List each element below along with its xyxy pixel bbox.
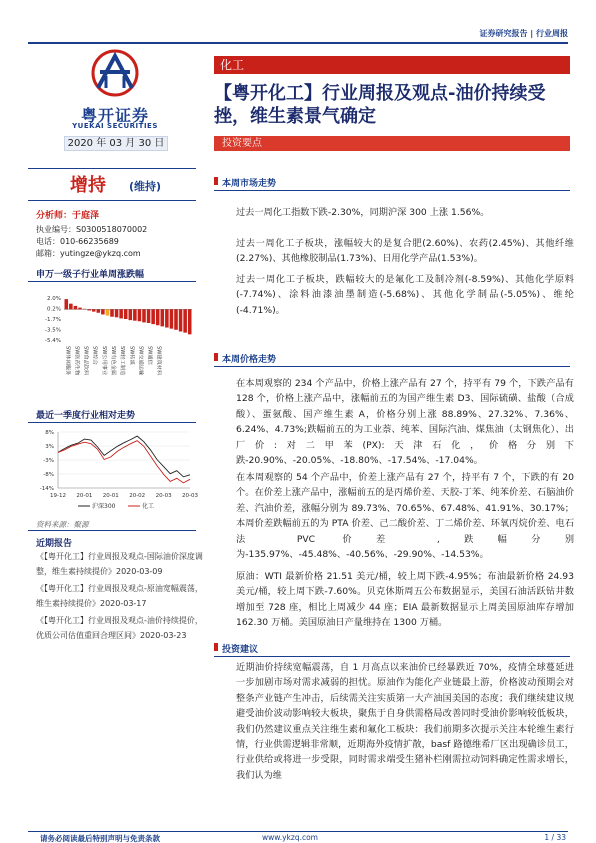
bar (183, 309, 187, 332)
bar (83, 309, 87, 310)
data-source: 资料来源：聚源 (36, 520, 89, 529)
rating-top-rule (28, 168, 196, 169)
line-y-tick: 8% (45, 430, 54, 436)
section-title-market: 本周市场走势 (222, 179, 277, 189)
analyst-email[interactable]: 邮箱：yutingze@ykzq.com (36, 249, 141, 258)
bar (161, 309, 165, 326)
bar (106, 309, 110, 315)
section-marker (214, 177, 218, 185)
analyst-license: 执业编号：S0300518070002 (36, 225, 148, 234)
series-line (58, 436, 190, 477)
bar (165, 309, 169, 327)
logo-name: 粤开证券 (80, 106, 149, 125)
bar (129, 309, 133, 320)
footer-website[interactable]: www.ykzq.com (262, 833, 318, 842)
legend-label: 沪深300 (92, 503, 116, 510)
price-paragraph-3: 原油：WTI 最新价格 21.51 美元/桶，较上周下跌-4.95%；布油最新价格 24.93 美元/桶，较上周下跌-7.60%。贝克休斯周五公布数据显示，美国石油活跃钻井数增加至 728 座，相比上周减少 44 座；EIA 最新数据显示上周美国原油库存增加 162.30 万桶。美国原油日产量维持在 1300 万桶。 (236, 571, 574, 629)
bar-y-tick: -5.4% (45, 338, 61, 344)
bar-x-tick: SW通信 (146, 346, 153, 365)
bar (69, 304, 73, 310)
bar (147, 309, 151, 323)
recent-report-item[interactable]: 《【粤开化工】行业周报及观点-国际油价深度调整，维生素持续提价》2020-03-09 (36, 552, 203, 576)
recent-reports-title: 近期报告 (36, 539, 73, 549)
bar (97, 309, 101, 312)
bar (87, 309, 91, 310)
bar (115, 309, 119, 317)
bar-x-tick: SW公用事业 (100, 346, 107, 376)
bar-x-tick: SW综合 (91, 346, 98, 365)
bar (142, 309, 146, 322)
investment-points-bar: 投资要点 (214, 136, 570, 151)
bar (179, 309, 183, 331)
bar-x-tick: SW休闲服务 (64, 346, 71, 376)
market-paragraph-3: 过去一周化工子板块，跌幅较大的是氟化工及制冷剂(-8.59%)、其他化学原料(-7.74%)、涂料油漆油墨制造(-5.68%)、其他化学制品(-5.05%)、维纶(-4.71%)。 (236, 274, 574, 316)
rating-sub: (维持) (129, 180, 162, 193)
bar (138, 309, 142, 321)
bar-x-tick: SW医药生物 (73, 346, 80, 376)
bar-y-tick: 0.2% (47, 306, 61, 313)
category-bar: 化工 (214, 56, 570, 74)
line-y-tick: -3% (43, 458, 54, 464)
bar-x-tick: SW有色金属 (110, 346, 116, 376)
bar (174, 309, 178, 329)
line-x-tick: 20-03 (182, 493, 198, 499)
section-rule (214, 656, 570, 657)
bar-y-tick: -1.7% (45, 317, 61, 323)
rating-bottom-rule (28, 200, 196, 201)
section-marker (214, 353, 218, 361)
footer-rule (28, 831, 568, 832)
section-marker (214, 643, 218, 651)
line-y-tick: 3% (45, 444, 54, 450)
bar-x-tick: SW交通运输 (137, 346, 144, 376)
bar (170, 309, 174, 328)
market-paragraph-2: 过去一周化工子板块，涨幅较大的是复合肥(2.60%)、农药(2.45%)、其他纤维(2.27%)、其他橡胶制品(1.73%)、日用化学产品(1.53%)。 (236, 238, 574, 265)
bar (78, 308, 82, 310)
report-title: 【粤开化工】行业周报及观点-油价持续受挫，维生素景气确定 (214, 83, 546, 127)
price-paragraph-2: 在本周观察的 54 个产品中，价差上涨产品有 27 个，持平有 7 个，下跌的有 20 个。在价差上涨产品中，涨幅前五的是丙烯价差、天胶-丁苯、纯苯价差、石脑油价差、汽油价差，涨幅分别为 89.73%、70.65%、67.48%、41.91%、30.17%；本周价差跌幅前五的为 PTA 价差、己二酸价差、丁二烯价差、环氧丙烷价差、电石法 PVC 价差 ,跌幅分别为-135.97%、-45.48%、-40.56%、-29.90%、-14.53%。 (236, 472, 574, 561)
bar-x-tick: SW轻工制造 (119, 346, 126, 376)
line-x-tick: 20-01 (102, 493, 119, 499)
line-x-tick: 20-02 (129, 493, 146, 499)
bar (92, 309, 96, 311)
report-date: 2020 年 03 月 30 日 (64, 136, 168, 151)
line-chart (28, 426, 198, 518)
bar-chart (28, 290, 198, 390)
bar (188, 309, 192, 334)
analyst-phone: 电话：010-66235689 (36, 237, 119, 246)
bar (133, 309, 137, 320)
bar (101, 309, 105, 314)
bar (110, 309, 114, 316)
recent-report-item[interactable]: 《【粤开化工】行业周报及观点-油价持续提价，优质公司估值重回合理区间》2020-03-23 (36, 616, 203, 640)
bar (124, 309, 128, 319)
line-x-tick: 20-03 (155, 493, 172, 499)
analyst-name: 分析师：于庭泽 (36, 211, 100, 221)
line-chart-rule (28, 422, 196, 423)
bar-y-tick: 2.0% (47, 296, 61, 302)
header-rule (28, 42, 568, 44)
bar (151, 309, 155, 324)
recent-report-item[interactable]: 《【粤开化工】行业周报及观点-原油宽幅震荡，维生素持续提价》2020-03-17 (36, 584, 203, 608)
page-number: 1 / 33 (544, 833, 566, 842)
report-type-tag: 证券研究报告 | 行业周报 (479, 29, 568, 38)
line-x-tick: 19-12 (50, 493, 66, 499)
series-line (58, 441, 190, 483)
bar (156, 309, 160, 325)
bar-x-tick: SW食品饮料 (82, 346, 89, 376)
legend-label: 化工 (142, 503, 155, 510)
line-y-tick: -8% (43, 472, 54, 478)
section-title-price: 本周价格走势 (222, 355, 277, 365)
line-x-tick: 20-01 (76, 493, 93, 499)
bar-y-tick: -3.5% (45, 327, 61, 334)
advice-paragraph-1: 近期油价持续宽幅震荡，自 1 月高点以来油价已经暴跌近 70%，疫情全球蔓延进一步加剧市场对需求减弱的担忧。原油作为能化产业链最上游，价格波动预期会对整条产业链产生冲击，后续需关注实质第一大产油国美国的态度；我们继续建议规避受油价波动影响较大板块，聚焦于自身供需格局改善同时受油价影响较低板块，我们仍然建议重点关注维生素和氟化工板块：我们前期多次提示关注本轮维生素行情，行业供需逻辑非常顺，近期海外疫情扩散，basf 路德维希厂区出现确诊员工，行业供给或将进一步受限，同时需求端受生猪补栏刚需拉动饲料确定性需求增长，我们认为维 (236, 662, 574, 781)
footer-disclaimer[interactable]: 请务必阅读最后特别声明与免责条款 (40, 834, 160, 843)
logo-english: YUEKAI SECURITIES (72, 122, 158, 130)
section-title-advice: 投资建议 (222, 645, 259, 655)
bar-x-tick: SW传媒 (128, 346, 135, 365)
bar-chart-title: 申万一级子行业单周涨跌幅 (36, 270, 145, 280)
line-y-tick: -14% (39, 486, 54, 492)
bar (65, 299, 69, 309)
bar-x-tick: SW建筑材料 (155, 346, 162, 376)
recent-top-rule (28, 530, 196, 531)
bar-chart-rule (28, 281, 196, 282)
rating-main: 增持 (70, 175, 106, 196)
bar (119, 309, 123, 318)
market-paragraph-1: 过去一周化工指数下跌-2.30%，同期沪深 300 上涨 1.56%。 (236, 207, 490, 218)
price-paragraph-1: 在本周观察的 234 个产品中，价格上涨产品有 27 个，持平有 79 个，下跌产品有 128 个，价格上涨产品中，涨幅前五的为国产维生素 D3、国际硫磺、盐酸（合成酸）、蛋氨酸、国产维生素 A，价格分别上涨 88.89%、27.32%、7.36%、6.24%、4.73%;跌幅前五的为工业萘、纯苯、国际汽油、煤焦油（太钢焦化）、出厂价:对二甲苯(PX):天津石化，价格分别下跌-20.90%、-20.05%、-18.80%、-17.54%、-17.04%。 (236, 378, 574, 467)
section-rule (214, 190, 570, 191)
line-chart-title: 最近一季度行业相对走势 (36, 411, 136, 421)
section-rule (214, 366, 570, 367)
bar (74, 306, 78, 309)
